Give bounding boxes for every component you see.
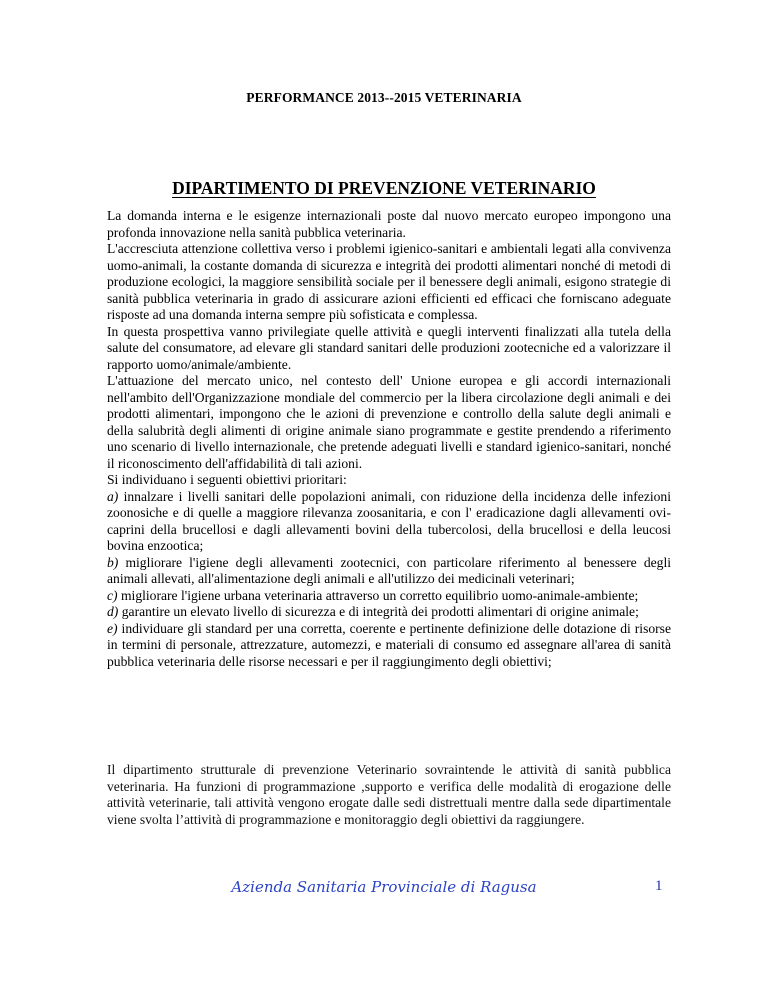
paragraph: La domanda interna e le esigenze internazionali poste dal nuovo mercato europeo impongono una profonda innovazione nella sanità pubblica veterinaria. — [107, 208, 671, 240]
objective-text: migliorare l'igiene urbana veterinaria attraverso un corretto equilibrio uomo-animale-ambiente; — [120, 587, 639, 603]
objective-letter: b) — [107, 554, 119, 570]
objective-letter: e) — [107, 620, 118, 636]
paragraph: In questa prospettiva vanno privilegiate quelle attività e quegli interventi finalizzati alla tutela della salute del consumatore, ad elevare gli standard sanitari delle produzioni zootecniche ed a valorizzare il rapporto uomo/animale/ambiente. — [107, 323, 671, 372]
objective-text: migliorare l'igiene degli allevamenti zootecnici, con particolare riferimento al benessere degli animali allevati, all'alimentazione degli animali e all'utilizzo dei medicinali veterinari; — [107, 554, 671, 586]
objective-text: garantire un elevato livello di sicurezza e di integrità dei prodotti alimentari di origine animale; — [121, 604, 639, 619]
paragraph: Si individuano i seguenti obiettivi prioritari: — [107, 472, 347, 487]
document-header: PERFORMANCE 2013--2015 VETERINARIA — [246, 90, 522, 105]
department-section — [107, 762, 671, 828]
objective-item — [107, 588, 671, 605]
objective-item — [107, 489, 671, 555]
paragraph: L'accresciuta attenzione collettiva verso i problemi igienico-sanitari e ambientali legati alla convivenza uomo-animali, la costante domanda di sicurezza e integrità dei prodotti alimentari nonché di metodi di produzione ecologici, la maggiore sensibilità sociale per il benessere degli animali, esigono strategie di sanità pubblica veterinaria in grado di assicurare azioni efficienti ed efficaci che forniscano adeguate risposte ad una domanda interna sempre più sofisticata e complessa. — [107, 241, 671, 322]
body-text — [107, 208, 671, 670]
objective-letter: d) — [107, 604, 119, 619]
page-number: 1 — [655, 878, 663, 894]
department-paragraph: Il dipartimento strutturale di prevenzione Veterinario sovraintende le attività di sanità pubblica veterinaria. Ha funzioni di programmazione ,supporto e verifica delle modalità di erogazione delle attività veterinarie, tali attività vengono erogate dalle sedi distrettuali mentre dalla sede dipartimentale viene svolta l’attività di programmazione e monitoraggio degli obiettivi da raggiungere. — [107, 762, 671, 827]
objective-item — [107, 555, 671, 588]
objective-text: individuare gli standard per una corretta, coerente e pertinente definizione delle dotazione di risorse in termini di personale, attrezzature, automezzi, e materiali di consumo ed assegnare all'area di sanità pubblica veterinaria delle risorse necessari e per il raggiungimento degli obiettivi; — [107, 620, 672, 669]
objective-item — [107, 621, 671, 671]
objective-item — [107, 604, 671, 621]
footer-organization: Azienda Sanitaria Provinciale di Ragusa — [231, 878, 537, 896]
paragraph: L'attuazione del mercato unico, nel contesto dell' Unione europea e gli accordi internazionali nell'ambito dell'Organizzazione mondiale del commercio per la libera circolazione degli animali e dei prodotti alimentari, impongono che le azioni di prevenzione e controllo della salute degli animali e della salubrità degli alimenti di origine animale siano programmate e gestite prendendo a riferimento uno scenario di livello internazionale, che pretende adeguati livelli e standard igienico-sanitari, nonché il riconoscimento dell'affidabilità di tali azioni. — [107, 373, 671, 471]
objective-letter: c) — [107, 587, 118, 603]
page-title: DIPARTIMENTO DI PREVENZIONE VETERINARIO — [172, 178, 596, 198]
objective-text: innalzare i livelli sanitari delle popolazioni animali, con riduzione della incidenza delle infezioni zoonosiche e di quelle a maggiore rilevanza zoosanitaria, e con l' eradicazione dagli allevamenti ovi-caprini della brucellosi e dagli allevamenti bovini della tubercolosi, della brucellosi e della leucosi bovina enzootica; — [107, 488, 671, 553]
objective-letter: a) — [107, 488, 119, 504]
